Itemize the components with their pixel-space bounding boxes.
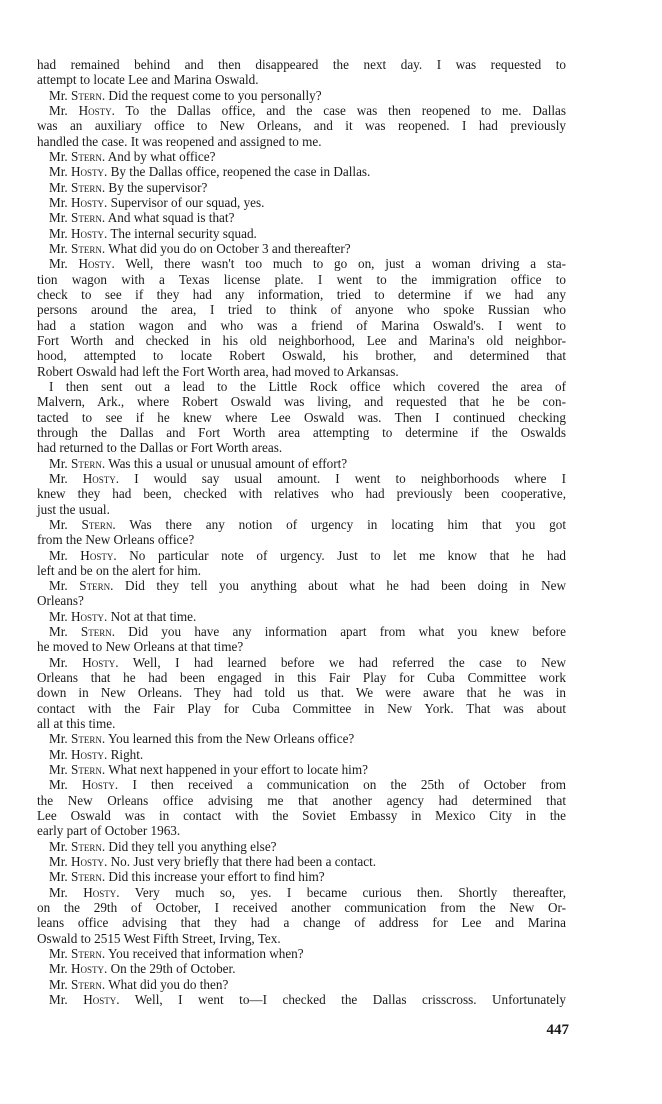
text-line <box>37 134 566 149</box>
line-text: What did you do on October 3 and thereafter? <box>108 240 351 256</box>
speaker-name: Hosty. <box>82 470 120 486</box>
text-line <box>37 149 566 164</box>
speaker-title: Mr. <box>49 624 68 640</box>
text-line <box>37 272 566 287</box>
testimony-paragraph <box>37 256 566 379</box>
text-line <box>37 869 566 884</box>
line-text: tacted to see if he knew where Lee Oswald was. Then I continued checking <box>37 409 566 425</box>
line-text: had a station wagon and who was a friend of Marina Oswald's. I went to <box>37 317 566 333</box>
text-line <box>37 685 566 700</box>
speaker-title: Mr. <box>49 87 68 103</box>
speaker-name: Stern. <box>70 240 106 256</box>
speaker-name: Hosty. <box>70 854 108 870</box>
line-text: And by what office? <box>107 148 216 164</box>
text-line <box>37 256 566 271</box>
text-line <box>37 425 566 440</box>
line-text: Well, there wasn't too much to go on, just a woman driving a sta- <box>125 256 567 272</box>
speaker-name: Stern. <box>80 624 116 640</box>
speaker-title: Mr. <box>49 976 68 992</box>
line-text: You learned this from the New Orleans office? <box>107 731 355 747</box>
line-text: The internal security squad. <box>110 225 257 241</box>
line-text: had returned to the Dallas or Fort Worth areas. <box>37 440 283 456</box>
testimony-paragraph <box>37 961 566 976</box>
speaker-title: Mr. <box>49 777 68 793</box>
line-text: I would say usual amount. I went to neighborhoods where I <box>134 470 567 486</box>
testimony-paragraph <box>37 731 566 746</box>
line-text: Did you have any information apart from what you knew before <box>128 624 567 640</box>
speaker-name: Hosty. <box>70 225 108 241</box>
text-line <box>37 624 566 639</box>
line-text: You received that information when? <box>107 946 304 962</box>
line-text: tion wagon with a Texas license plate. I went to the immigration office to <box>37 271 566 287</box>
text-line <box>37 394 566 409</box>
text-line <box>37 885 566 900</box>
speaker-title: Mr. <box>49 455 68 471</box>
speaker-title: Mr. <box>49 654 68 670</box>
text-line <box>37 931 566 946</box>
line-text: What did you do then? <box>108 976 229 992</box>
text-line <box>37 348 566 363</box>
line-text: Orleans that he had been engaged in this Fair Play for Cuba Committee work <box>37 670 566 686</box>
speaker-title: Mr. <box>49 148 68 164</box>
speaker-name: Hosty. <box>80 547 117 563</box>
speaker-title: Mr. <box>49 240 68 256</box>
text-line <box>37 440 566 455</box>
line-text: leans office advising that they had a change of address for Lee and Marina <box>37 915 566 931</box>
text-line <box>37 731 566 746</box>
text-line <box>37 655 566 670</box>
text-line <box>37 563 566 578</box>
text-line <box>37 180 566 195</box>
text-line <box>37 977 566 992</box>
line-text: attempt to locate Lee and Marina Oswald. <box>37 72 259 88</box>
line-text: Did they tell you anything else? <box>108 838 277 854</box>
speaker-title: Mr. <box>49 762 68 778</box>
speaker-name: Stern. <box>70 762 106 778</box>
line-text: handled the case. It was reopened and assigned to me. <box>37 133 322 149</box>
testimony-paragraph <box>37 655 566 732</box>
text-line <box>37 88 566 103</box>
text-line <box>37 226 566 241</box>
speaker-name: Hosty. <box>78 102 115 118</box>
speaker-title: Mr. <box>49 164 68 180</box>
line-text: Robert Oswald had left the Fort Worth area, had moved to Arkansas. <box>37 363 399 379</box>
line-text: To the Dallas office, and the case was then reopened to me. Dallas <box>125 102 567 118</box>
line-text: persons around the area, I tried to think of anyone who spoke Russian who <box>37 302 566 318</box>
speaker-name: Hosty. <box>78 256 115 272</box>
speaker-name: Stern. <box>70 455 106 471</box>
testimony-paragraph <box>37 517 566 548</box>
text-line <box>37 670 566 685</box>
text-line <box>37 210 566 225</box>
text-line <box>37 532 566 547</box>
text-line <box>37 333 566 348</box>
line-text: Was there any notion of urgency in locating him that you got <box>129 516 567 532</box>
testimony-paragraph <box>37 456 566 471</box>
testimony-paragraph <box>37 992 566 1007</box>
text-line <box>37 609 566 624</box>
testimony-paragraph <box>37 88 566 103</box>
text-line <box>37 379 566 394</box>
line-text: had remained behind and then disappeared the next day. I was requested to <box>37 57 566 72</box>
line-text: Supervisor of our squad, yes. <box>110 194 265 210</box>
speaker-name: Hosty. <box>83 992 120 1008</box>
line-text: I then received a communication on the 25th of October from <box>132 777 567 793</box>
line-text: No particular note of urgency. Just to let me know that he had <box>129 547 567 563</box>
testimony-paragraph <box>37 103 566 149</box>
text-line <box>37 456 566 471</box>
text-line <box>37 486 566 501</box>
text-line <box>37 716 566 731</box>
text-line <box>37 793 566 808</box>
speaker-name: Hosty. <box>70 961 108 977</box>
testimony-paragraph <box>37 149 566 164</box>
text-line <box>37 302 566 317</box>
speaker-title: Mr. <box>49 884 68 900</box>
speaker-title: Mr. <box>49 578 68 594</box>
line-text: from the New Orleans office? <box>37 532 195 548</box>
line-text: knew they had been, checked with relatives who had previously been cooperative, <box>37 486 566 502</box>
text-line <box>37 900 566 915</box>
speaker-title: Mr. <box>49 225 68 241</box>
line-text: Very much so, yes. I became curious then. Shortly thereafter, <box>134 884 566 900</box>
text-line <box>37 57 566 72</box>
line-text: just the usual. <box>37 501 110 517</box>
speaker-title: Mr. <box>49 869 68 885</box>
page-number: 447 <box>546 1022 569 1038</box>
testimony-paragraph <box>37 839 566 854</box>
speaker-name: Stern. <box>70 946 106 962</box>
speaker-title: Mr. <box>49 256 68 272</box>
speaker-title: Mr. <box>49 547 68 563</box>
speaker-title: Mr. <box>49 194 68 210</box>
speaker-name: Hosty. <box>70 608 108 624</box>
testimony-paragraph <box>37 578 566 609</box>
speaker-name: Hosty. <box>81 777 119 793</box>
line-text: was an auxiliary office to New Orleans, and it was reopened. I had previously <box>37 118 566 134</box>
testimony-paragraph <box>37 226 566 241</box>
line-text: all at this time. <box>37 716 116 732</box>
line-text: down in New Orleans. They had told us that. We were aware that he was in <box>37 685 566 701</box>
line-text: Oswald to 2515 West Fifth Street, Irving, Tex. <box>37 930 281 946</box>
text-line <box>37 118 566 133</box>
testimony-paragraph <box>37 624 566 655</box>
narrative-paragraph <box>37 379 566 456</box>
line-text: he moved to New Orleans at that time? <box>37 639 244 655</box>
speaker-name: Stern. <box>70 148 106 164</box>
speaker-name: Hosty. <box>70 164 108 180</box>
line-text: contact with the Fair Play for Cuba Committee in New York. That was about <box>37 700 566 716</box>
line-text: through the Dallas and Fort Worth area attempting to determine if the Oswalds <box>37 424 566 440</box>
text-line <box>37 548 566 563</box>
line-text: And what squad is that? <box>107 210 235 226</box>
testimony-paragraph <box>37 164 566 179</box>
line-text: What next happened in your effort to locate him? <box>108 762 368 778</box>
text-line <box>37 471 566 486</box>
speaker-title: Mr. <box>49 946 68 962</box>
text-line <box>37 992 566 1007</box>
speaker-title: Mr. <box>49 961 68 977</box>
text-line <box>37 502 566 517</box>
text-line <box>37 410 566 425</box>
speaker-title: Mr. <box>49 210 68 226</box>
text-line <box>37 287 566 302</box>
text-line <box>37 318 566 333</box>
speaker-name: Stern. <box>70 731 106 747</box>
speaker-name: Stern. <box>70 210 106 226</box>
speaker-title: Mr. <box>49 838 68 854</box>
line-text: Did the request come to you personally? <box>108 87 322 103</box>
line-text: the New Orleans office advising me that another agency had determined that <box>37 792 566 808</box>
speaker-name: Hosty. <box>83 884 120 900</box>
text-line <box>37 946 566 961</box>
testimony-paragraph <box>37 777 566 838</box>
line-text: Malvern, Ark., where Robert Oswald was living, and requested that he be con- <box>37 394 566 410</box>
text-line <box>37 854 566 869</box>
document-body <box>37 57 566 1007</box>
line-text: Orleans? <box>37 593 84 609</box>
speaker-title: Mr. <box>49 854 68 870</box>
text-line <box>37 701 566 716</box>
speaker-name: Hosty. <box>82 654 119 670</box>
speaker-name: Stern. <box>79 578 114 594</box>
text-line <box>37 195 566 210</box>
text-line <box>37 103 566 118</box>
text-line <box>37 839 566 854</box>
line-text: Right. <box>110 746 144 762</box>
speaker-title: Mr. <box>49 470 68 486</box>
text-line <box>37 808 566 823</box>
speaker-title: Mr. <box>49 179 68 195</box>
speaker-name: Stern. <box>70 838 106 854</box>
line-text: Did they tell you anything about what he had been doing in New <box>125 578 567 594</box>
text-line <box>37 578 566 593</box>
line-text: on the 29th of October, I received another communication from the New Or- <box>37 900 566 916</box>
testimony-paragraph <box>37 747 566 762</box>
text-line <box>37 241 566 256</box>
text-line <box>37 72 566 87</box>
speaker-title: Mr. <box>49 102 68 118</box>
speaker-title: Mr. <box>49 992 68 1008</box>
speaker-name: Hosty. <box>70 746 108 762</box>
line-text: Was this a usual or unusual amount of effort? <box>108 455 348 471</box>
line-text: early part of October 1963. <box>37 823 181 839</box>
line-text: Did this increase your effort to find him? <box>108 869 325 885</box>
line-text: check to see if they had any information, tried to determine if we had any <box>37 286 566 302</box>
testimony-paragraph <box>37 609 566 624</box>
testimony-paragraph <box>37 241 566 256</box>
testimony-paragraph <box>37 854 566 869</box>
testimony-paragraph <box>37 977 566 992</box>
text-line <box>37 915 566 930</box>
testimony-paragraph <box>37 210 566 225</box>
speaker-title: Mr. <box>49 516 68 532</box>
text-line <box>37 593 566 608</box>
text-line <box>37 961 566 976</box>
text-line <box>37 639 566 654</box>
line-text: By the supervisor? <box>108 179 208 195</box>
text-line <box>37 777 566 792</box>
text-line <box>37 747 566 762</box>
testimony-paragraph <box>37 471 566 517</box>
speaker-name: Stern. <box>70 87 106 103</box>
text-line <box>37 762 566 777</box>
speaker-title: Mr. <box>49 746 68 762</box>
text-line <box>37 164 566 179</box>
line-text: Not at that time. <box>110 608 197 624</box>
speaker-title: Mr. <box>49 731 68 747</box>
line-text: No. Just very briefly that there had been a contact. <box>110 854 377 870</box>
testimony-paragraph <box>37 946 566 961</box>
line-text: By the Dallas office, reopened the case in Dallas. <box>110 164 371 180</box>
testimony-paragraph <box>37 548 566 579</box>
line-text: I then sent out a lead to the Little Rock office which covered the area of <box>49 378 566 394</box>
line-text: Lee Oswald was in contact with the Soviet Embassy in Mexico City in the <box>37 808 566 824</box>
line-text: Well, I had learned before we had referred the case to New <box>132 654 566 670</box>
speaker-name: Stern. <box>70 869 106 885</box>
line-text: hood, attempted to locate Robert Oswald, his brother, and determined that <box>37 348 566 364</box>
line-text: Fort Worth and checked in his old neighborhood, Lee and Marina's old neighbor- <box>37 332 566 348</box>
testimony-paragraph <box>37 195 566 210</box>
text-line <box>37 517 566 532</box>
text-line <box>37 364 566 379</box>
line-text: left and be on the alert for him. <box>37 562 202 578</box>
testimony-paragraph <box>37 180 566 195</box>
speaker-name: Stern. <box>70 976 106 992</box>
line-text: Well, I went to—I checked the Dallas crisscross. Unfortunately <box>134 992 567 1008</box>
speaker-name: Stern. <box>70 179 106 195</box>
speaker-title: Mr. <box>49 608 68 624</box>
speaker-name: Hosty. <box>70 194 108 210</box>
speaker-name: Stern. <box>81 516 116 532</box>
testimony-paragraph <box>37 869 566 884</box>
testimony-paragraph <box>37 885 566 946</box>
testimony-paragraph <box>37 762 566 777</box>
narrative-paragraph <box>37 57 566 88</box>
line-text: On the 29th of October. <box>110 961 236 977</box>
text-line <box>37 823 566 838</box>
